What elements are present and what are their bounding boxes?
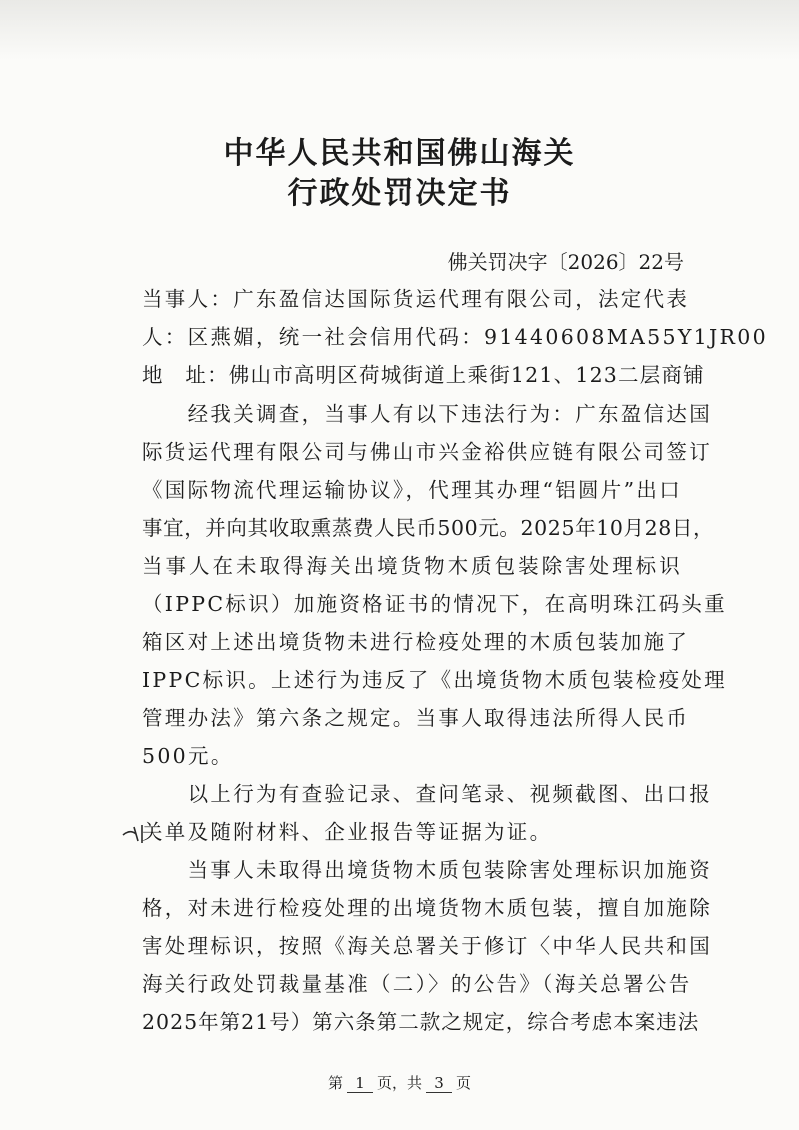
footer-page-number: 1 bbox=[347, 1074, 373, 1093]
body-line: 当事人：广东盈信达国际货运代理有限公司，法定代表 bbox=[142, 287, 690, 311]
body-line: 事宜，并向其收取熏蒸费人民币500元。2025年10月28日， bbox=[142, 516, 715, 540]
body-line: 经我关调查，当事人有以下违法行为：广东盈信达国 bbox=[142, 402, 712, 426]
handwritten-mark bbox=[120, 821, 160, 847]
footer-middle: 页，共 bbox=[376, 1074, 422, 1092]
body-line: 害处理标识，按照《海关总署关于修订〈中华人民共和国 bbox=[142, 934, 712, 958]
body-line: 《国际物流代理运输协议》，代理其办理“铝圆片”出口 bbox=[142, 478, 682, 502]
body-line: 2025年第21号）第六条第二款之规定，综合考虑本案违法 bbox=[142, 1010, 700, 1034]
document-title-line2: 行政处罚决定书 bbox=[287, 176, 512, 211]
body-line: 际货运代理有限公司与佛山市兴金裕供应链有限公司签订 bbox=[142, 440, 712, 464]
body-line: 当事人未取得出境货物木质包装除害处理标识加施资 bbox=[142, 858, 712, 882]
body-line: 海关行政处罚裁量基准（二）〉的公告》（海关总署公告 bbox=[142, 972, 692, 996]
body-line: 箱区对上述出境货物未进行检疫处理的木质包装加施了 bbox=[142, 630, 690, 654]
footer-suffix: 页 bbox=[456, 1074, 472, 1092]
body-line: 地 址：佛山市高明区荷城街道上乘街121、123二层商铺 bbox=[142, 363, 705, 387]
scan-shadow bbox=[0, 0, 799, 60]
body-line: 关单及随附材料、企业报告等证据为证。 bbox=[142, 820, 553, 844]
body-line: 人：区燕媚，统一社会信用代码：91440608MA55Y1JR00 bbox=[142, 325, 768, 349]
body-line: 以上行为有查验记录、查问笔录、视频截图、出口报 bbox=[142, 782, 712, 806]
body-line: （IPPC标识）加施资格证书的情况下，在高明珠江码头重 bbox=[142, 592, 727, 616]
page-footer bbox=[0, 1072, 799, 1093]
body-line: 格，对未进行检疫处理的出境货物木质包装，擅自加施除 bbox=[142, 896, 712, 920]
footer-prefix: 第 bbox=[327, 1074, 343, 1092]
footer-total-pages: 3 bbox=[426, 1074, 452, 1093]
body-line: IPPC标识。上述行为违反了《出境货物木质包装检疫处理 bbox=[142, 668, 727, 692]
body-line: 当事人在未取得海关出境货物木质包装除害处理标识 bbox=[142, 554, 682, 578]
document-number: 佛关罚决字〔2026〕22号 bbox=[447, 250, 684, 274]
body-line: 管理办法》第六条之规定。当事人取得违法所得人民币 bbox=[142, 706, 690, 730]
document-title-line1: 中华人民共和国佛山海关 bbox=[223, 136, 576, 171]
body-line: 500元。 bbox=[142, 744, 234, 768]
